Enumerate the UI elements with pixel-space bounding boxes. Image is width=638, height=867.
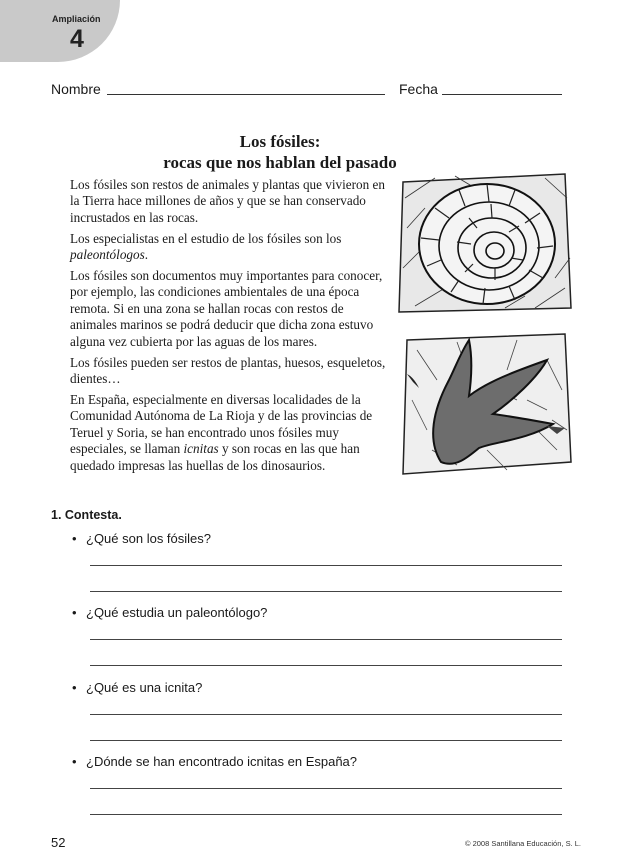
name-field[interactable]: [107, 94, 385, 95]
exercise-header: 1. Contesta.: [51, 508, 122, 522]
title-line-1: Los fósiles:: [239, 132, 321, 151]
paragraph-5-text: En España, especialmente en diversas localidades de la Comunidad Autónoma de La Rioja y de las provincias de Teruel y Soria, se han encontrado unos fósiles muy especiales, se llaman: [70, 391, 373, 457]
name-label: Nombre: [51, 81, 101, 97]
bullet-icon: •: [72, 605, 77, 620]
answer-line-2b[interactable]: [90, 665, 562, 666]
paragraph-5-end: y son rocas en las que han quedado impresas las huellas de los dinosaurios.: [70, 441, 360, 473]
bullet-icon: •: [72, 531, 77, 546]
answer-line-4a[interactable]: [90, 788, 562, 789]
question-4: [72, 754, 357, 769]
answer-line-3b[interactable]: [90, 740, 562, 741]
question-3: [72, 680, 202, 695]
question-2-text: ¿Qué estudia un paleontólogo?: [86, 605, 268, 620]
date-field[interactable]: [442, 94, 562, 95]
page-number: 52: [51, 835, 66, 850]
dinosaur-footprint-icon: [397, 330, 575, 478]
unit-tab: [0, 0, 120, 62]
answer-line-4b[interactable]: [90, 814, 562, 815]
icnitas-term: icnitas: [183, 441, 219, 457]
answer-line-1a[interactable]: [90, 565, 562, 566]
bullet-icon: •: [72, 754, 77, 769]
paragraph-2-end: .: [144, 247, 149, 263]
answer-line-1b[interactable]: [90, 591, 562, 592]
copyright: © 2008 Santillana Educación, S. L.: [464, 839, 581, 848]
paragraph-2: [70, 231, 390, 264]
answer-line-3a[interactable]: [90, 714, 562, 715]
paragraph-3: Los fósiles son documentos muy importantes para conocer, por ejemplo, las condiciones ambientales de una época remota. Si en una zona se hallan rocas con restos de animales marinos se podrá deducir que dicha zona estuvo alguna vez cubierta por las aguas de los mares.: [70, 268, 383, 349]
question-2: [72, 605, 267, 620]
question-4-text: ¿Dónde se han encontrado icnitas en España?: [86, 754, 358, 769]
paleontologos-term: paleontólogos: [70, 247, 145, 263]
ammonite-fossil-icon: [395, 168, 575, 316]
paragraph-5: [70, 392, 390, 474]
bullet-icon: •: [72, 680, 77, 695]
question-1: [72, 531, 211, 546]
answer-line-2a[interactable]: [90, 639, 562, 640]
title-line-2: rocas que nos hablan del pasado: [163, 153, 397, 172]
paragraph-1: Los fósiles son restos de animales y plantas que vivieron en la Tierra hace millones de años y que se han conservado incrustados en las rocas.: [70, 177, 385, 225]
date-label: Fecha: [399, 81, 438, 97]
tab-label: Ampliación: [52, 14, 101, 24]
question-1-text: ¿Qué son los fósiles?: [86, 531, 212, 546]
tab-number: 4: [70, 25, 84, 53]
reading-text: [70, 177, 390, 478]
question-3-text: ¿Qué es una icnita?: [86, 680, 203, 695]
paragraph-2-text: Los especialistas en el estudio de los fósiles son los: [70, 230, 342, 246]
paragraph-4: Los fósiles pueden ser restos de plantas, huesos, esqueletos, dientes…: [70, 354, 386, 386]
